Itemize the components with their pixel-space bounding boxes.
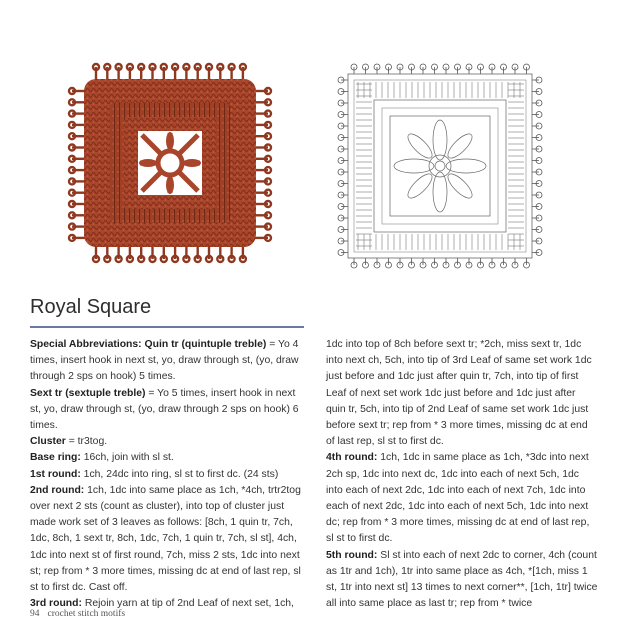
instruction-paragraph [30, 337, 302, 386]
instruction-label: 4th round: [326, 452, 378, 464]
instruction-text: 1ch, 1dc into same place as 1ch, *4ch, trtr2tog over next 2 sts (count as cluster), into top of cluster just made work set of 3 leaves as follows: [8ch, 1 quin tr, 7ch, 1dc, 8ch, 1 sext tr, 8ch, 1dc, 7ch, 1 quin tr, 7ch, sl st], 4ch, 1dc into next st of first round, 7ch, miss 2 sts, 1dc into next st; rep from * 3 more times, missing dc at end of last rep, sl st to first dc. Cast off. [30, 484, 301, 594]
motif-photo [62, 57, 278, 269]
instruction-label: 5th round: [326, 549, 378, 561]
instructions-left-column [30, 337, 302, 612]
instruction-label: 1st round: [30, 468, 81, 480]
instruction-paragraph [30, 483, 302, 596]
instruction-text: = tr3tog. [65, 436, 108, 448]
pattern-title: Royal Square [30, 296, 152, 318]
instruction-text: 1ch, 24dc into ring, sl st to first dc. (24 sts) [80, 468, 279, 480]
instruction-text: = Yo 5 times, insert hook in next st, yo, draw through st, (yo, draw through 2 sps on hook) 6 times. [30, 387, 299, 432]
page-number: 94 [30, 609, 40, 619]
instruction-paragraph [30, 450, 302, 466]
instruction-text: 16ch, join with sl st. [80, 452, 174, 464]
stitch-diagram [334, 60, 546, 272]
instruction-label: Cluster [30, 436, 66, 448]
instruction-label: Special Abbreviations: Quin tr (quintuple treble) [30, 339, 267, 350]
instruction-label: Sext tr (sextuple treble) [30, 387, 146, 399]
title-rule [30, 326, 304, 328]
instruction-paragraph [30, 386, 302, 435]
instruction-label: 3rd round: [30, 598, 82, 610]
instruction-text: = Yo 4 times, insert hook in next st, yo, draw through st, (yo, draw through 2 sps on hook) 5 times. [30, 339, 299, 383]
page-footer [30, 609, 125, 619]
instruction-text: 1ch, 1dc in same place as 1ch, *3dc into next 2ch sp, 1dc into next dc, 1dc into each of next 5ch, 1dc into each of next 2dc, 1dc into each of next 7ch, 1dc into each of next 2dc, 1dc into each of next 5ch, 1dc into next dc; rep from * 3 more times, missing dc at end of last rep, sl st to first dc. [326, 452, 590, 545]
instruction-paragraph [30, 467, 302, 483]
instruction-text: Sl st into each of next 2dc to corner, 4ch (count as 1tr and 1ch), 1tr into same place as 4ch, *[1ch, miss 1 st, 1tr into next st] 13 times to next corner**, [1ch, 1tr] twice all into same place as last tr; rep from * twice [326, 549, 598, 610]
section-name: crochet stitch motifs [47, 609, 126, 619]
instructions-right-column [326, 337, 598, 612]
instruction-label: 2nd round: [30, 484, 85, 496]
instruction-paragraph [326, 337, 598, 450]
instruction-text: Rejoin yarn at tip of 2nd Leaf of next set, 1ch, [81, 598, 294, 610]
instruction-text: 1dc into top of 8ch before sext tr; *2ch, miss sext tr, 1dc into next ch, 5ch, into tip of 3rd Leaf of same set work 1dc just before and 1dc just after quin tr, 7ch, into tip of first Leaf of next set work 1dc just before and 1dc just after quin tr, 5ch, into tip of 2nd Leaf of same set work 1dc just before sext tr; rep from * 3 more times, missing dc at end of last rep, sl st to first dc. [326, 339, 592, 448]
instruction-paragraph [326, 548, 598, 613]
instruction-label: Base ring: [30, 452, 81, 464]
instruction-paragraph [30, 434, 302, 450]
instruction-paragraph [326, 450, 598, 547]
